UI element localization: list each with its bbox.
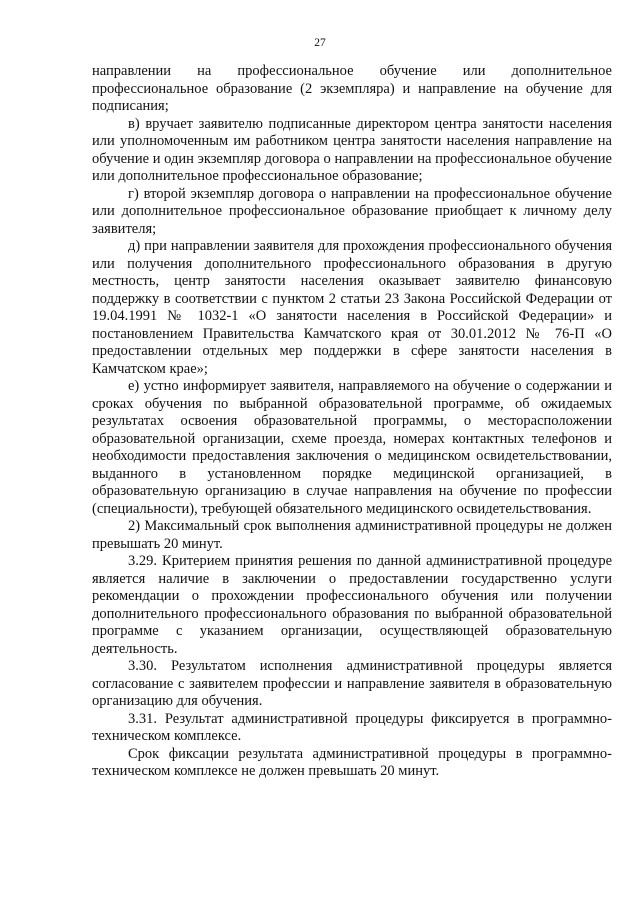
paragraph: 3.29. Критерием принятия решения по данной административной процедуре является наличие в заключении о предоставлении государственно услуги рекомендации о прохождении профессионального обучения или получении дополнительного профессионального образования по выбранной образовательной программе с указанием организации, осуществляющей образовательную деятельность. [92,553,612,657]
paragraph: Срок фиксации результата административной процедуры в программно-техническом комплексе не должен превышать 20 минут. [92,745,612,779]
page-number: 27 [314,37,326,49]
paragraph: в) вручает заявителю подписанные директором центра занятости населения или уполномоченным им работником центра занятости населения направление на обучение и один экземпляр договора о направлении на профессиональное обучение или дополнительное профессиональное образование; [92,115,612,184]
paragraph: 3.30. Результатом исполнения административной процедуры является согласование с заявителем профессии и направление заявителя в образовательную организацию для обучения. [92,658,612,709]
paragraph: д) при направлении заявителя для прохождения профессионального обучения или получения дополнительного профессионального образования в другую местность, центр занятости населения оказывает заявителю финансовую поддержку в соответствии с пунктом 2 статьи 23 Закона Российской Федерации от 19.04.1991 № 1032-1 «О занятости населения в Российской Федерации» и постановлением Правительства Камчатского края от 30.01.2012 № 76-П «О предоставлении отдельных мер поддержки в сфере занятости населения в Камчатском крае»; [92,238,612,377]
paragraph: е) устно информирует заявителя, направляемого на обучение о содержании и сроках обучения по выбранной образовательной программе, об ожидаемых результатах освоения образовательной программы, о месторасположении образовательной организации, схеме проезда, номерах контактных телефонов и необходимости предоставления заключения о медицинском освидетельствовании, выданного в установленном порядке медицинской организацией, в образовательную организацию в случае направления на обучение по профессии (специальности), требующей обязательного медицинского освидетельствования. [92,378,612,517]
paragraph: 3.31. Результат административной процедуры фиксируется в программно-техническом комплексе. [92,710,612,744]
paragraph: г) второй экземпляр договора о направлении на профессиональное обучение или дополнительное профессиональное образование приобщает к личному делу заявителя; [92,185,612,237]
document-body [92,63,612,781]
paragraph: направлении на профессиональное обучение или дополнительное профессиональное образование (2 экземпляра) и направление на обучение для подписания; [92,63,612,114]
paragraph: 2) Максимальный срок выполнения административной процедуры не должен превышать 20 минут. [92,518,612,552]
